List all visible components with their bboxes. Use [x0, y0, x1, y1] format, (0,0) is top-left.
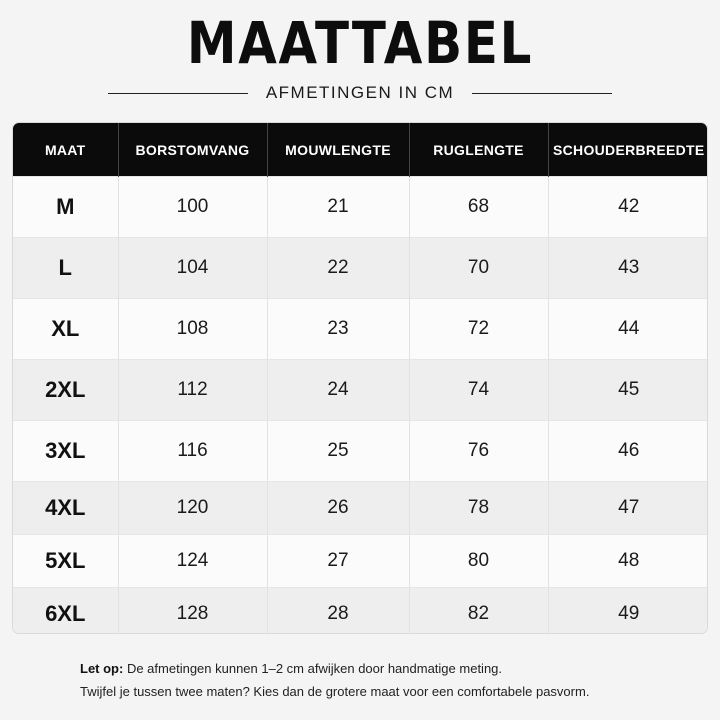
table-row: [13, 238, 708, 299]
size-cell: 5XL: [13, 535, 118, 588]
table-cell: 26: [267, 482, 409, 535]
table-cell: 48: [548, 535, 708, 588]
table-cell: 49: [548, 588, 708, 635]
table-cell: 21: [267, 177, 409, 238]
table-cell: 47: [548, 482, 708, 535]
table-cell: 120: [118, 482, 267, 535]
table-header-row: [13, 123, 708, 177]
subtitle-rule-left: [108, 93, 248, 94]
size-table: [12, 122, 708, 634]
table-cell: 72: [409, 299, 548, 360]
table-row: [13, 360, 708, 421]
table-cell: 28: [267, 588, 409, 635]
table-row: [13, 482, 708, 535]
subtitle: AFMETINGEN IN CM: [265, 83, 455, 102]
table-row: [13, 299, 708, 360]
note-text-1: De afmetingen kunnen 1–2 cm afwijken door handmatige meting.: [126, 661, 503, 676]
table-cell: 80: [409, 535, 548, 588]
size-cell: L: [13, 238, 118, 299]
table-row: [13, 177, 708, 238]
size-cell: 3XL: [13, 421, 118, 482]
note-label: Let op:: [80, 661, 124, 676]
table-cell: 70: [409, 238, 548, 299]
header-maat: MAAT: [13, 123, 118, 177]
table-cell: 24: [267, 360, 409, 421]
table-cell: 44: [548, 299, 708, 360]
size-cell: 4XL: [13, 482, 118, 535]
table-cell: 112: [118, 360, 267, 421]
header-ruglengte: RUGLENGTE: [409, 123, 548, 177]
table-cell: 42: [548, 177, 708, 238]
table-cell: 25: [267, 421, 409, 482]
table-row: [13, 588, 708, 635]
table-row: [13, 421, 708, 482]
size-cell: M: [13, 177, 118, 238]
table-cell: 43: [548, 238, 708, 299]
subtitle-rule-right: [472, 93, 612, 94]
table-cell: 124: [118, 535, 267, 588]
table-cell: 108: [118, 299, 267, 360]
table-cell: 68: [409, 177, 548, 238]
table-cell: 22: [267, 238, 409, 299]
table-cell: 128: [118, 588, 267, 635]
table-cell: 100: [118, 177, 267, 238]
header-schouderbreedte: SCHOUDERBREEDTE: [548, 123, 708, 177]
size-cell: 2XL: [13, 360, 118, 421]
table-cell: 116: [118, 421, 267, 482]
note-line-2: Twijfel je tussen twee maten? Kies dan de grotere maat voor een comfortabele pasvorm.: [80, 684, 590, 699]
subtitle-row: [108, 80, 612, 106]
table-cell: 74: [409, 360, 548, 421]
table-cell: 82: [409, 588, 548, 635]
size-cell: XL: [13, 299, 118, 360]
table-cell: 23: [267, 299, 409, 360]
table-cell: 27: [267, 535, 409, 588]
table-cell: 104: [118, 238, 267, 299]
header-borstomvang: BORSTOMVANG: [118, 123, 267, 177]
table-row: [13, 535, 708, 588]
table-cell: 78: [409, 482, 548, 535]
table-cell: 45: [548, 360, 708, 421]
note-line-1: [80, 661, 700, 676]
size-cell: 6XL: [13, 588, 118, 635]
table-cell: 46: [548, 421, 708, 482]
page-title: MAATTABEL: [186, 9, 534, 77]
table-cell: 76: [409, 421, 548, 482]
header-mouwlengte: MOUWLENGTE: [267, 123, 409, 177]
